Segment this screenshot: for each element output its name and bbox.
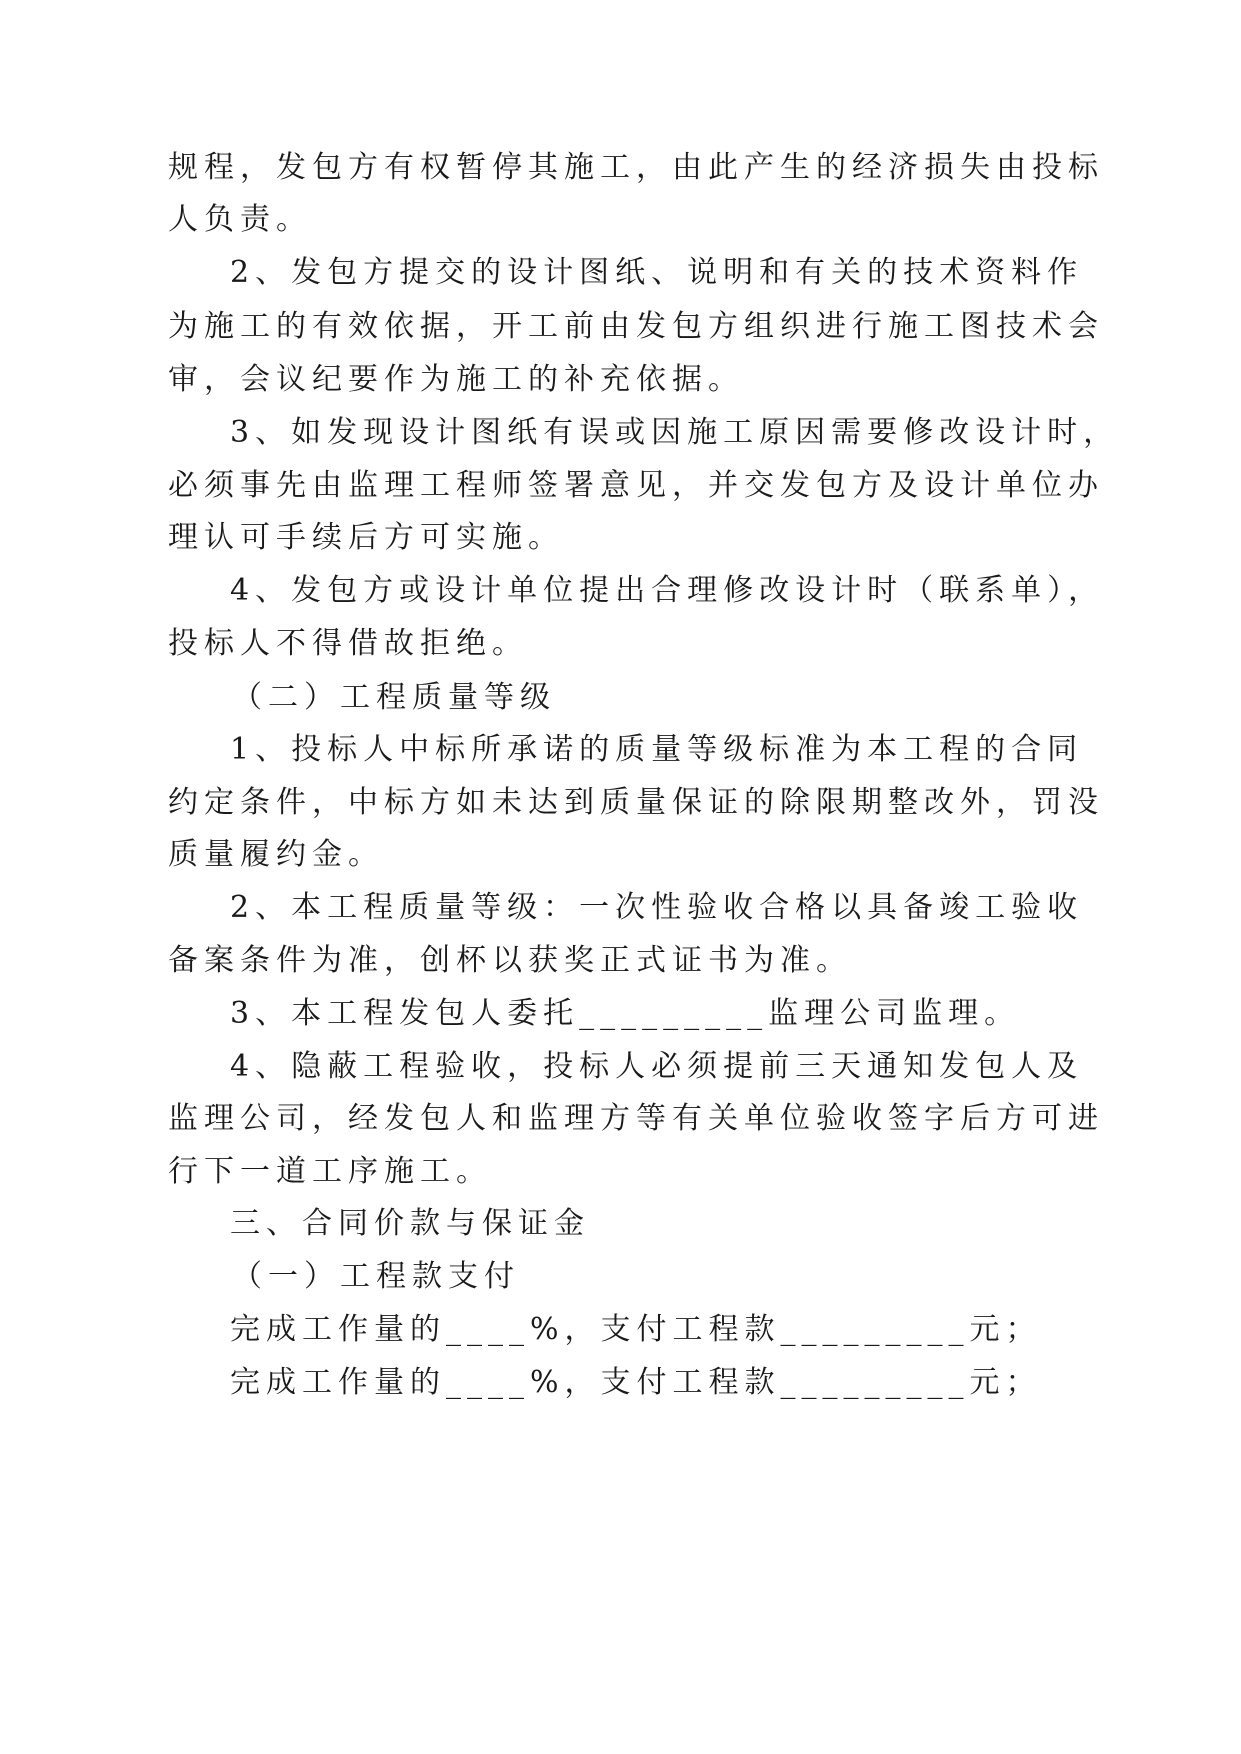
text-line: 3、如发现设计图纸有误或因施工原因需要修改设计时， bbox=[230, 415, 1120, 450]
text-line: 2、本工程质量等级：一次性验收合格以具备竣工验收 bbox=[230, 890, 1084, 925]
text-line: 约定条件，中标方如未达到质量保证的除限期整改外，罚没 bbox=[168, 785, 1104, 820]
text-line: 审，会议纪要作为施工的补充依据。 bbox=[168, 362, 744, 397]
text-line: 4、发包方或设计单位提出合理修改设计时（联系单）， bbox=[230, 573, 1105, 608]
section-heading: （一）工程款支付 bbox=[232, 1259, 520, 1294]
text-line: 质量履约金。 bbox=[168, 837, 384, 872]
text-line: 监理公司，经发包人和监理方等有关单位验收签字后方可进 bbox=[168, 1101, 1104, 1136]
text-line: 3、本工程发包人委托_________监理公司监理。 bbox=[230, 996, 1021, 1031]
payment-line: 完成工作量的____%，支付工程款_________元； bbox=[230, 1312, 1042, 1347]
text-line: 人负责。 bbox=[168, 202, 312, 237]
section-heading: （二）工程质量等级 bbox=[232, 680, 556, 715]
text-line: 2、发包方提交的设计图纸、说明和有关的技术资料作 bbox=[230, 255, 1084, 290]
text-line: 必须事先由监理工程师签署意见，并交发包方及设计单位办 bbox=[168, 468, 1104, 503]
text-line: 备案条件为准，创杯以获奖正式证书为准。 bbox=[168, 943, 852, 978]
payment-line: 完成工作量的____%，支付工程款_________元； bbox=[230, 1365, 1042, 1400]
text-line: 理认可手续后方可实施。 bbox=[168, 520, 564, 555]
text-line: 行下一道工序施工。 bbox=[168, 1154, 492, 1189]
text-line: 投标人不得借故拒绝。 bbox=[168, 626, 528, 661]
text-line: 4、隐蔽工程验收，投标人必须提前三天通知发包人及 bbox=[230, 1049, 1084, 1084]
text-line: 规程，发包方有权暂停其施工，由此产生的经济损失由投标 bbox=[168, 150, 1104, 185]
text-line: 为施工的有效依据，开工前由发包方组织进行施工图技术会 bbox=[168, 309, 1104, 344]
text-line: 1、投标人中标所承诺的质量等级标准为本工程的合同 bbox=[230, 732, 1084, 767]
section-heading: 三、合同价款与保证金 bbox=[230, 1206, 590, 1241]
